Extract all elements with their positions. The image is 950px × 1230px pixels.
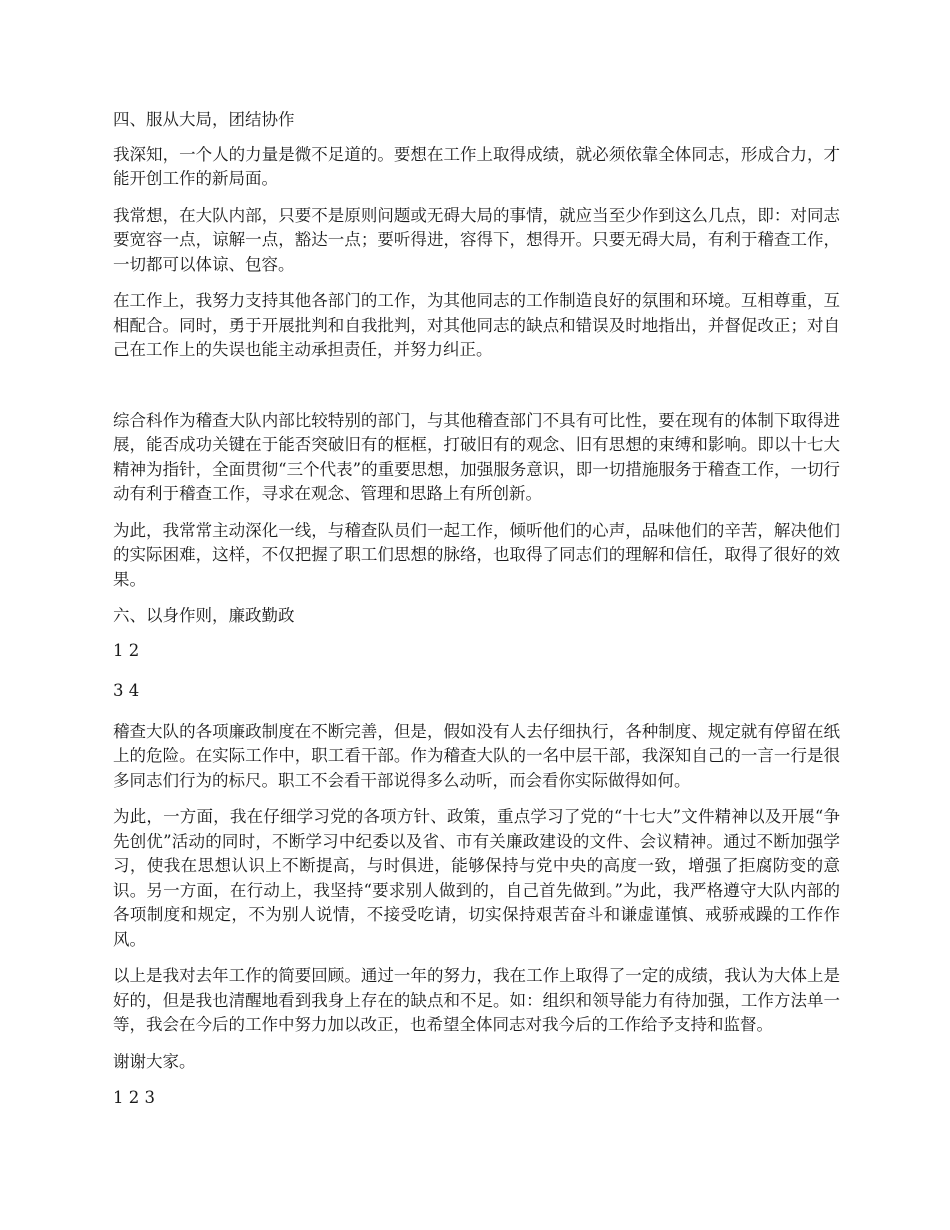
closing-thanks: 谢谢大家。 <box>113 1051 196 1071</box>
paragraph: 稽查大队的各项廉政制度在不断完善，但是，假如没有人去仔细执行，各种制度、规定就有停留在纸上的危险。在实际工作中，职工看干部。作为稽查大队的一名中层干部，我深知自己的一言一行是很多同志们行为的标尺。职工不会看干部说得多么动听，而会看你实际做得如何。 <box>113 721 840 790</box>
paragraph: 我深知，一个人的力量是微不足道的。要想在工作上取得成绩，就必须依靠全体同志，形成合力，才能开创工作的新局面。 <box>113 144 840 188</box>
paragraph: 以上是我对去年工作的简要回顾。通过一年的努力，我在工作上取得了一定的成绩，我认为大体上是好的，但是我也清醒地看到我身上存在的缺点和不足。如：组织和领导能力有待加强，工作方法单一等，我会在今后的工作中努力加以改正，也希望全体同志对我今后的工作给予支持和监督。 <box>113 966 840 1034</box>
page-number-fragment: 3 4 <box>113 681 140 700</box>
paragraph: 在工作上，我努力支持其他各部门的工作，为其他同志的工作制造良好的氛围和环境。互相尊重，互相配合。同时，勇于开展批判和自我批判，对其他同志的缺点和错误及时地指出，并督促改正；对自己在工作上的失误也能主动承担责任，并努力纠正。 <box>113 291 840 359</box>
paragraph: 为此，我常常主动深化一线，与稽查队员们一起工作，倾听他们的心声，品味他们的辛苦，解决他们的实际困难，这样，不仅把握了职工们思想的脉络，也取得了同志们的理解和信任，取得了很好的效果。 <box>113 520 840 589</box>
paragraph: 我常想，在大队内部，只要不是原则问题或无碍大局的事情，就应当至少作到这么几点，即：对同志要宽容一点，谅解一点，豁达一点；要听得进，容得下，想得开。只要无碍大局，有利于稽查工作，一切都可以体谅、包容。 <box>113 205 840 274</box>
document-page <box>113 108 840 1123</box>
section-heading-6: 六、以身作则，廉政勤政 <box>113 606 295 625</box>
blank-gap <box>113 375 840 409</box>
page-number-fragment: 1 2 <box>113 640 140 660</box>
page-number-fragment: 1 2 3 <box>113 1088 155 1107</box>
section-heading-4: 四、服从大局，团结协作 <box>113 110 295 129</box>
paragraph: 综合科作为稽查大队内部比较特别的部门，与其他稽查部门不具有可比性，要在现有的体制下取得进展，能否成功关键在于能否突破旧有的框框，打破旧有的观念、旧有思想的束缚和影响。即以十七大精神为指针，全面贯彻“三个代表”的重要思想，加强服务意识，即一切措施服务于稽查工作，一切行动有利于稽查工作，寻求在观念、管理和思路上有所创新。 <box>113 410 840 503</box>
paragraph: 为此，一方面，我在仔细学习党的各项方针、政策，重点学习了党的“十七大”文件精神以及开展“争先创优”活动的同时，不断学习中纪委以及省、市有关廉政建设的文件、会议精神。通过不断加强学习，使我在思想认识上不断提高，与时俱进，能够保持与党中央的高度一致，增强了拒腐防变的意识。另一方面，在行动上，我坚持“要求别人做到的，自己首先做到。”为此，我严格遵守大队内部的各项制度和规定，不为别人说情，不接受吃请，切实保持艰苦奋斗和谦虚谨慎、戒骄戒躁的工作作风。 <box>113 807 840 949</box>
